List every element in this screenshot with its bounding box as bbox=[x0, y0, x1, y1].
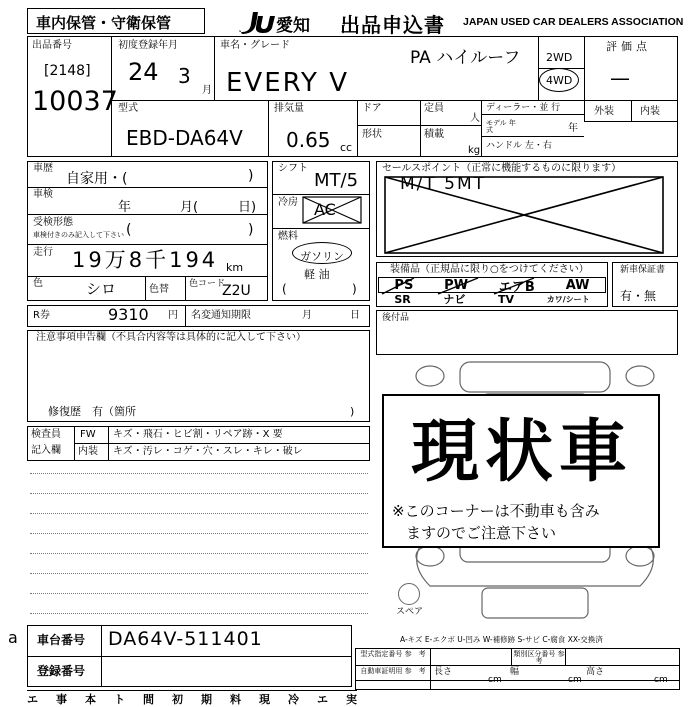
inspector-label-2: 記入欄 bbox=[31, 445, 61, 456]
inspection-month: 月( bbox=[180, 200, 199, 215]
displacement-unit: cc bbox=[340, 141, 353, 154]
model-value: EBD-DA64V bbox=[126, 126, 243, 150]
width-label: 幅 bbox=[510, 667, 520, 677]
registration-label: 初度登録年月 bbox=[118, 40, 178, 51]
bottom-cell: 料 bbox=[230, 693, 241, 706]
bottom-cell: 間 bbox=[143, 693, 154, 706]
cooler-value: AC bbox=[314, 200, 336, 219]
acceptance-open: ( bbox=[126, 222, 132, 238]
inspection-day: 日) bbox=[238, 200, 257, 215]
name-change-label: 名変通知期限 bbox=[191, 310, 251, 321]
bottom-row bbox=[27, 690, 357, 705]
drive-2wd: 2WD bbox=[546, 51, 573, 64]
fuel-gasoline-circle bbox=[292, 242, 352, 264]
interior-items: キズ・汚レ・コゲ・穴・スレ・キレ・破レ bbox=[113, 446, 303, 457]
as-is-note-line2: ますのでご注意下さい bbox=[406, 524, 557, 542]
interior-label: 内装 bbox=[78, 446, 98, 457]
fw-items: キズ・飛石・ヒビ割・リペア跡・X 要 bbox=[113, 429, 283, 440]
shift-value: MT/5 bbox=[314, 170, 359, 191]
specified-no-label: 型式指定番号 参 考 bbox=[360, 650, 426, 658]
model-year-unit: 年 bbox=[568, 123, 578, 134]
recycle-label: R券 bbox=[33, 310, 50, 321]
as-is-stamp bbox=[382, 394, 660, 548]
history-label: 車歴 bbox=[33, 163, 53, 174]
recycle-unit: 円 bbox=[168, 310, 178, 321]
color-value: シロ bbox=[86, 280, 117, 298]
displacement-value: 0.65 bbox=[286, 128, 331, 152]
notes-label: 注意事項申告欄（不具合内容等は具体的に記入して下さい） bbox=[36, 332, 306, 343]
bottom-cell: ト bbox=[114, 693, 125, 706]
bottom-cell: 期 bbox=[201, 693, 212, 706]
equip-leather: カワ/シート bbox=[546, 294, 590, 304]
fuel-gasoline: ガソリン bbox=[300, 250, 344, 263]
warranty-label: 新車保証書 bbox=[620, 265, 666, 275]
fuel-paren-close: ) bbox=[352, 282, 357, 296]
spare-label: スペア bbox=[396, 607, 424, 617]
recycle-value: 9310 bbox=[108, 305, 149, 324]
chassis-value: DA64V-511401 bbox=[108, 628, 263, 650]
org-name: 愛知 bbox=[276, 16, 310, 36]
registration-month-unit: 月 bbox=[202, 85, 212, 96]
color-code-value: Z2U bbox=[222, 283, 251, 299]
handle-label: ハンドル 左・右 bbox=[486, 141, 552, 151]
aftermarket-frame bbox=[376, 310, 678, 355]
dealer-label: ディーラー・並 行 bbox=[486, 103, 561, 113]
association-name: JAPAN USED CAR DEALERS ASSOCIATION bbox=[463, 16, 684, 28]
reg-number-label: 登録番号 bbox=[37, 664, 86, 678]
door-label: ドア bbox=[362, 103, 382, 114]
car-grade: PA ハイルーフ bbox=[410, 48, 521, 68]
cooler-label: 冷房 bbox=[278, 197, 298, 208]
drive-4wd-circle bbox=[539, 68, 579, 92]
inspection-label: 車検 bbox=[33, 189, 53, 200]
repair-history-label: 修復歴 有（箇所 bbox=[48, 405, 136, 418]
name-change-month: 月 bbox=[302, 310, 312, 321]
as-is-title: 現状車 bbox=[410, 413, 633, 492]
score-exterior: 外装 bbox=[594, 106, 614, 117]
damage-legend: A-キズ E-エクボ U-凹み W-補修跡 S-サビ C-腐食 XX-交換済 bbox=[400, 635, 603, 644]
equip-ps: PS bbox=[394, 277, 414, 293]
color-code-label: 色コード bbox=[189, 279, 226, 289]
registration-month: 3 bbox=[178, 64, 191, 88]
history-close: ) bbox=[248, 168, 254, 184]
history-value: 自家用・( bbox=[66, 171, 128, 187]
score-value: — bbox=[610, 66, 630, 90]
aftermarket-label: 後付品 bbox=[382, 313, 410, 323]
lot-number: 10037 bbox=[32, 86, 118, 117]
bottom-cell: 実 bbox=[346, 693, 357, 706]
top-info-frame bbox=[27, 36, 678, 157]
bottom-cell: 事 bbox=[56, 693, 67, 706]
acceptance-note: 車検付きのみ記入して下さい bbox=[33, 231, 124, 239]
category-no-label: 類別区分番号 参 考 bbox=[513, 650, 572, 665]
equip-airbag: エアB bbox=[498, 279, 535, 295]
acceptance-label: 受検形態 bbox=[33, 217, 73, 228]
fw-label: FW bbox=[80, 429, 96, 440]
shift-label: シフト bbox=[278, 163, 308, 174]
height-unit: cm bbox=[654, 675, 668, 685]
name-change-day: 日 bbox=[350, 310, 360, 321]
length-unit: cm bbox=[488, 675, 502, 685]
capacity-unit: 人 bbox=[470, 113, 480, 124]
mileage-value: 19万8千194 bbox=[72, 248, 219, 272]
equip-pw: PW bbox=[444, 277, 469, 293]
lot-sub-number: [2148] bbox=[44, 63, 91, 79]
fuel-label: 燃料 bbox=[278, 231, 298, 242]
drive-4wd: 4WD bbox=[546, 74, 573, 87]
selling-points-value: M/T 5MT bbox=[400, 174, 487, 194]
width-unit: cm bbox=[568, 675, 582, 685]
bottom-cell: 冷 bbox=[288, 693, 299, 706]
score-interior: 内装 bbox=[640, 106, 660, 117]
inspection-year: 年 bbox=[118, 200, 132, 215]
model-label: 型式 bbox=[118, 103, 138, 114]
equip-sr: SR bbox=[394, 292, 411, 306]
equipment-row2 bbox=[378, 293, 606, 305]
selling-points-label: セールスポイント（正常に機能するものに限ります） bbox=[382, 163, 622, 174]
equip-tv: TV bbox=[498, 292, 515, 306]
color-label: 色 bbox=[33, 278, 43, 289]
shape-label: 形状 bbox=[362, 129, 382, 140]
cert-label: 自動車証明用 参 考 bbox=[360, 667, 426, 675]
mileage-unit: km bbox=[226, 261, 244, 274]
lot-label: 出品番号 bbox=[32, 40, 72, 51]
ju-logo bbox=[236, 8, 276, 34]
spare-circle bbox=[398, 583, 420, 605]
cooler-cross-mark bbox=[302, 196, 362, 224]
color-change-label: 色替 bbox=[149, 284, 169, 295]
warranty-value: 有・無 bbox=[620, 289, 657, 303]
score-label: 評価点 bbox=[606, 40, 651, 53]
bottom-cell: エ bbox=[27, 693, 38, 706]
repair-history-close: ) bbox=[350, 405, 355, 418]
margin-mark: a bbox=[8, 628, 18, 647]
length-label: 長さ bbox=[434, 667, 453, 677]
form-title: 出品申込書 bbox=[340, 13, 445, 37]
as-is-note-line1: ※このコーナーは不動車も含み bbox=[392, 502, 600, 520]
bottom-cell: 本 bbox=[85, 693, 96, 706]
bottom-cell: エ bbox=[317, 693, 328, 706]
fuel-light-oil: 軽 油 bbox=[304, 268, 330, 281]
acceptance-close: ) bbox=[248, 222, 254, 238]
mileage-label: 走行 bbox=[33, 247, 53, 258]
capacity-label: 定員 bbox=[424, 103, 444, 114]
height-label: 高さ bbox=[586, 667, 605, 677]
equip-aw: AW bbox=[565, 277, 590, 293]
model-year-label: モデル 年式 bbox=[486, 119, 516, 134]
fuel-paren-open: ( bbox=[282, 282, 287, 296]
load-label: 積載 bbox=[424, 129, 444, 140]
car-name-label: 車名・グレード bbox=[220, 40, 290, 51]
bottom-cell: 初 bbox=[172, 693, 183, 706]
bottom-cell: 現 bbox=[259, 693, 270, 706]
storage-label: 車内保管・守衛保管 bbox=[36, 14, 172, 32]
car-name: EVERY V bbox=[226, 68, 349, 98]
inspector-label-1: 検査員 bbox=[31, 429, 61, 440]
equip-navi: ナビ bbox=[443, 293, 466, 306]
chassis-label: 車台番号 bbox=[37, 633, 86, 647]
equipment-label: 装備品（正規品に限り○をつけてください） bbox=[390, 264, 589, 275]
registration-year: 24 bbox=[128, 58, 159, 86]
load-unit: kg bbox=[468, 145, 481, 156]
displacement-label: 排気量 bbox=[274, 103, 304, 114]
